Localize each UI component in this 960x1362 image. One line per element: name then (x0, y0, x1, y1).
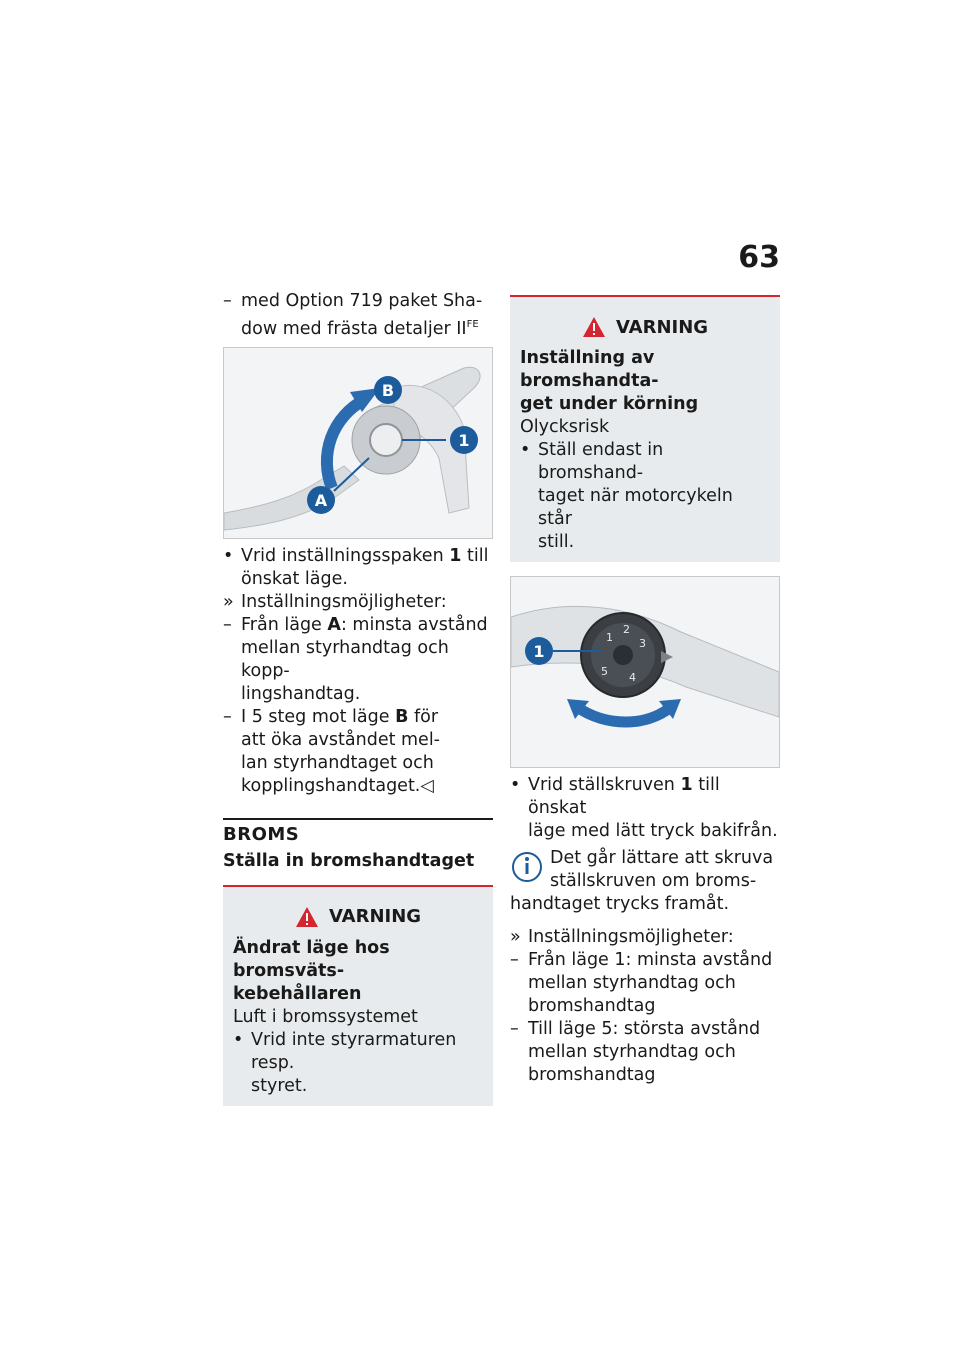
right-step: • Vrid ställskruven 1 till önskat läge med lätt tryck bakifrån. (510, 775, 778, 841)
step-line: kopplingshandtaget.◁ (241, 775, 434, 796)
right-options: » Inställningsmöjligheter: – Från läge 1: minsta avstånd mellan styrhandtag och bromshandtag – Till läge 5: största avstånd mellan styrhandtag och bromshandtag (510, 927, 773, 1085)
info-icon (510, 847, 550, 893)
right-column (510, 290, 780, 1087)
warning-title: VARNING (233, 897, 483, 937)
step-line: – I 5 steg mot läge B för (223, 706, 439, 727)
warning-box-left: VARNING Ändrat läge hos bromsväts- kebehållaren Luft i bromssystemet • Vrid inte styrarmaturen resp. styret. (223, 885, 493, 1106)
warning-box-right: VARNING Inställning av bromshandta- get under körning Olycksrisk • Ställ endast in bromshand- taget när motorcykeln står still. (510, 295, 780, 562)
brake-lever-figure (510, 576, 780, 768)
warning-icon (582, 316, 606, 338)
step-line: – Från läge A: minsta avstånd (223, 614, 488, 635)
left-steps (223, 545, 493, 798)
figure-label-a: A (314, 490, 328, 510)
svg-text:2: 2 (623, 623, 630, 636)
figure-label-1: 1 (458, 430, 470, 450)
section-rule (223, 818, 493, 820)
warning-title: VARNING (520, 307, 770, 347)
step-line: lingshandtag. (241, 683, 361, 704)
info-note: Det går lättare att skruva ställskruven om broms- handtaget trycks framåt. (510, 848, 774, 914)
figure-label-b: B (381, 380, 395, 400)
step-line: att öka avståndet mel- (241, 729, 440, 750)
option-note: – med Option 719 paket Sha- (223, 291, 483, 311)
subsection-title: Ställa in bromshandtaget (223, 850, 475, 871)
svg-text:3: 3 (639, 637, 646, 650)
page-number: 63 (738, 240, 780, 275)
step-line: lan styrhandtaget och (241, 752, 434, 773)
figure-label-1: 1 (533, 642, 545, 661)
warning-icon (295, 906, 319, 928)
section-title: BROMS (223, 823, 300, 845)
step-line: önskat läge. (241, 568, 348, 589)
svg-text:1: 1 (606, 631, 613, 644)
left-column (223, 290, 493, 1106)
step-line: » Inställningsmöjligheter: (223, 591, 447, 612)
svg-text:4: 4 (629, 671, 636, 684)
svg-text:5: 5 (601, 665, 608, 678)
step-line: • Vrid inställningsspaken 1 till (223, 545, 489, 566)
clutch-lever-figure (223, 347, 493, 539)
step-line: mellan styrhandtag och kopp- (241, 637, 449, 681)
option-note-cont: dow med frästa detaljer $II^{FE}$ (241, 318, 479, 339)
